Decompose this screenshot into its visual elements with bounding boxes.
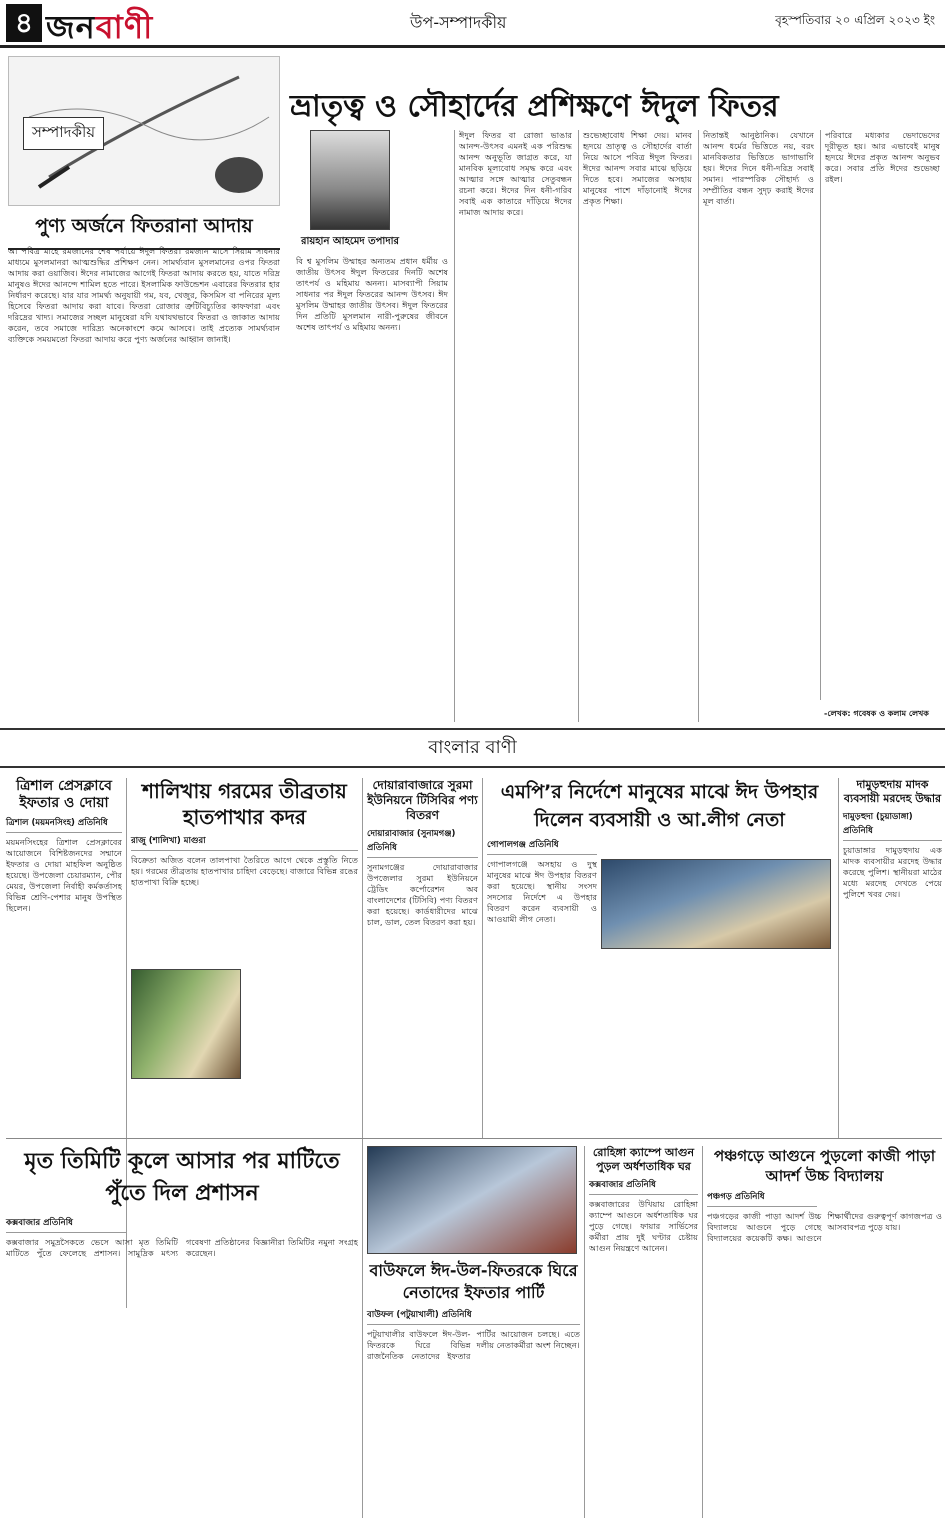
news-title: রোহিঙ্গা ক্যাম্পে আগুন পুড়ল অর্ধশতাধিক ঘর <box>592 1146 695 1173</box>
news-title: মৃত তিমিটি কূলে আসার পর মাটিতে পুঁতে দিল প্রশাসন <box>24 1149 340 1206</box>
news-body: চুয়াডাঙ্গার দামুড়হুদায় এক মাদক ব্যবসায়ীর মরদেহ উদ্ধার করেছে পুলিশ। স্থানীয়রা মাঠের মধ্যে মরদেহ দেখতে পেয়ে পুলিশে খবর দেয়। <box>843 845 942 899</box>
news-panchagarh <box>702 1146 942 1518</box>
feature-body-col5: পরিবারে মধ্যকার ভেদাভেদের দূরীভূত হয়। আর এভাবেই মানুষ হৃদয়ে ঈদের প্রকৃত আনন্দ অনুভব করে। সবার প্রতি ঈদের শুভেচ্ছা রইল। <box>820 130 940 700</box>
masthead-logo <box>46 2 153 56</box>
section-title: উপ-সম্পাদকীয় <box>410 13 507 32</box>
news-whale <box>6 1146 358 1518</box>
news-byline: গোপালগঞ্জ প্রতিনিধি <box>487 838 597 855</box>
news-title: বাউফলে ঈদ-উল-ফিতরকে ঘিরে নেতাদের ইফতার পার্টি <box>369 1261 578 1302</box>
feature-body-col3: শুভেচ্ছাবোধ শিক্ষা দেয়। মানব হৃদয়ে ভ্রাতৃত্ব ও সৌহার্দের বার্তা নিয়ে আসে পবিত্র ঈদুল ফিতর। ঈদের আনন্দ সবার মাঝে ছড়িয়ে দিতে হবে। সমাজের অসহায় মানুষের পাশে দাঁড়ানোই ঈদের প্রকৃত শিক্ষা। <box>578 130 692 722</box>
feature-signature: -লেখক: গবেষক ও কলাম লেখক <box>824 709 929 718</box>
page-number: ৪ <box>6 4 42 42</box>
news-byline: পঞ্চগড় প্রতিনিধি <box>707 1190 817 1207</box>
news-gopalganj <box>482 778 832 1138</box>
editorial-illustration <box>8 56 280 206</box>
news-byline: কক্সবাজার প্রতিনিধি <box>589 1178 698 1195</box>
feature-body-col4: নিতান্তই আনুষ্ঠানিক। যেখানে আনন্দ ধর্মের ভিত্তিতে নয়, বরং মানবিকতার ভিত্তিতে ভাগাভাগি হয়। ঈদের দিনে ধনী-দরিদ্র সবাই সমান। পারস্পরিক সৌহার্দ্য ও সম্প্রীতির বন্ধন সুদৃঢ় করাই ঈদের মূল বার্তা। <box>698 130 814 722</box>
news-body: পঞ্চগড়ের কাজী পাড়া আদর্শ উচ্চ বিদ্যালয়ে আগুনে পুড়ে গেছে বিদ্যালয়ের কয়েকটি কক্ষ। আগুনে শিক্ষার্থীদের গুরুত্বপূর্ণ কাগজপত্র ও আসবাবপত্র পুড়ে যায়। <box>707 1211 942 1243</box>
feature-body-col2: ঈদুল ফিতর বা রোজা ভাঙার আনন্দ-উৎসব এমনই এক পরিশুদ্ধ আনন্দ অনুভূতি জাগ্রত করে, যা মানবিক মূল্যবোধ সমৃদ্ধ করে এবং আত্মার সঙ্গে আত্মার সেতুবন্ধন রচনা করে। ঈদের দিন ধনী-গরিব সবাই এক কাতারে দাঁড়িয়ে ঈদের নামাজ আদায় করে। <box>454 130 572 722</box>
page-header <box>0 0 945 48</box>
news-photo <box>367 1146 577 1254</box>
news-title: দামুড়হুদায় মাদক ব্যবসায়ী মরদেহ উদ্ধার <box>843 778 942 805</box>
editorial-body: আ পবিত্র মাহে রমজানের শেষ পর্যায়ে ঈদুল ফিতর। রমজান মাসে সিয়াম সাধনার মাধ্যমে মুসলমানরা আত্মশুদ্ধির প্রশিক্ষণ নেন। সামর্থ্যবান মুসলমানের ওপর ফিতরা আদায় করা ওয়াজিব। ঈদের নামাজের আগেই ফিতরা আদায় করতে হয়, যাতে দরিদ্র মানুষও ঈদের আনন্দে শামিল হতে পারে। ইসলামিক ফাউন্ডেশন এবারের ফিতরার হার নির্ধারণ করেছে। যার যার সামর্থ্য অনুযায়ী গম, যব, খেজুর, কিসমিস বা পনিরের মূল্য হিসেবে ফিতরা আদায় করা যাবে। ফিতরা রোজার ত্রুটিবিচ্যুতির কাফফারা এবং দরিদ্রের খাদ্য। সমাজের সচ্ছল মানুষেরা যদি যথাযথভাবে ফিতরা ও জাকাত আদায় করেন, তবে সমাজে দারিদ্র্য অনেকাংশে কমে আসবে। তাই প্রত্যেক সামর্থ্যবান ব্যক্তিকে সময়মতো ফিতরা আদায় করে পুণ্য অর্জনের আহ্বান জানাই। <box>8 246 280 344</box>
news-body: ময়মনসিংহের ত্রিশাল প্রেসক্লাবের আয়োজনে বিশিষ্টজনদের সম্মানে ইফতার ও দোয়া মাহফিল অনুষ্ঠিত হয়েছে। উপজেলা চেয়ারম্যান, পৌর মেয়র, উপজেলা নির্বাহী কর্মকর্তাসহ বিভিন্ন শ্রেণি-পেশার মানুষ উপস্থিত ছিলেন। <box>6 837 122 913</box>
news-damurhuda <box>838 778 942 1138</box>
news-byline: বাউফল (পটুয়াখালী) প্রতিনিধি <box>367 1308 580 1325</box>
news-body: গোপালগঞ্জে অসহায় ও দুস্থ মানুষের মাঝে ঈদ উপহার বিতরণ করা হয়েছে। স্থানীয় সংসদ সদস্যের নির্দেশে এ উপহার বিতরণ করেন ব্যবসায়ী ও আওয়ামী লীগ নেতা। <box>487 859 597 924</box>
feature-title: ভ্রাতৃত্ব ও সৌহার্দের প্রশিক্ষণে ঈদুল ফিতর <box>290 89 779 124</box>
logo-part-a: জন <box>46 8 96 46</box>
news-byline: ত্রিশাল (ময়মনসিংহ) প্রতিনিধি <box>6 816 122 833</box>
news-title: এমপি’র নির্দেশে মানুষের মাঝে ঈদ উপহার দিলেন ব্যবসায়ী ও আ.লীগ নেতা <box>500 781 819 831</box>
hrule-row2 <box>6 1138 942 1139</box>
news-photo <box>131 969 241 1079</box>
news-photo <box>601 859 831 949</box>
news-body: সুনামগঞ্জের দোয়ারাবাজার উপজেলার সুরমা ইউনিয়নে ট্রেডিং কর্পোরেশন অব বাংলাদেশের (টিসিবি) পণ্য বিতরণ করা হয়েছে। কার্ডধারীদের মাঝে চাল, ডাল, তেল বিতরণ করা হয়। <box>367 862 478 927</box>
news-body: কক্সবাজার সমুদ্রসৈকতে ভেসে আসা মৃত তিমিটি মাটিতে পুঁতে ফেলেছে প্রশাসন। সামুদ্রিক মৎস্য গবেষণা প্রতিষ্ঠানের বিজ্ঞানীরা তিমিটির নমুনা সংগ্রহ করেছেন। <box>6 1237 358 1258</box>
news-body: বিক্রেতা অজিত বলেন তালপাখা তৈরিতে আগে থেকে প্রস্তুতি নিতে হয়। গরমের তীব্রতায় হাতপাখার চাহিদা বেড়েছে। বাজারে বিভিন্ন রঙের হাতপাখা বিক্রি হচ্ছে। <box>131 855 358 887</box>
issue-date: বৃহস্পতিবার ২০ এপ্রিল ২০২৩ ইং <box>775 13 935 27</box>
news-byline: দোয়ারাবাজার (সুনামগঞ্জ) প্রতিনিধি <box>367 827 478 858</box>
news-byline: রাজু (শালিখা) মাগুরা <box>131 834 358 851</box>
news-byline: কক্সবাজার প্রতিনিধি <box>6 1216 126 1233</box>
news-body: পটুয়াখালীর বাউফলে ঈদ-উল-ফিতরকে ঘিরে বিভিন্ন রাজনৈতিক নেতাদের ইফতার পার্টির আয়োজন চলছে। এতে দলীয় নেতাকর্মীরা অংশ নিচ্ছেন। <box>367 1329 580 1361</box>
news-title: পঞ্চগড়ে আগুনে পুড়লো কাজী পাড়া আদর্শ উচ্চ বিদ্যালয় <box>713 1147 936 1185</box>
news-body: কক্সবাজারের উখিয়ায় রোহিঙ্গা ক্যাম্পে আগুনে অর্ধশতাধিক ঘর পুড়ে গেছে। ফায়ার সার্ভিসের কর্মীরা প্রায় দুই ঘণ্টার চেষ্টায় আগুন নিয়ন্ত্রণে আনেন। <box>589 1199 698 1253</box>
editorial-title: পুণ্য অর্জনে ফিতরানা আদায় <box>8 212 280 250</box>
author-photo <box>310 130 390 230</box>
news-title: ত্রিশাল প্রেসক্লাবে ইফতার ও দোয়া <box>16 778 112 811</box>
author-name: রায়হান আহমেদ তপাদার <box>301 236 399 247</box>
news-title: দোয়ারাবাজারে সুরমা ইউনিয়নে টিসিবির পণ্য বিতরণ <box>367 778 478 822</box>
feature-body-col1: বি শ্ব মুসলিম উম্মাহর অন্যতম প্রধান ধর্মীয় ও জাতীয় উৎসব ঈদুল ফিতরের দিনটি অশেষ তাৎপর্য ও মহিমায় অনন্য। মাসব্যাপী সিয়াম সাধনার পর ঈদুল ফিতরের আনন্দ উৎসব। ঈদ মুসলিম উম্মাহর জাতীয় উৎসব। ঈদুল ফিতরের দিন প্রতিটি মুসলমান নারী-পুরুষের জীবনে অশেষ তাৎপর্য ও মহিমায় অনন্য। <box>296 256 448 332</box>
news-byline: দামুড়হুদা (চুয়াডাঙ্গা) প্রতিনিধি <box>843 810 942 841</box>
logo-part-b: বাণী <box>95 8 154 46</box>
section-banner: বাংলার বাণী <box>0 728 945 768</box>
news-bauphal <box>362 1146 580 1518</box>
editorial-tag: সম্পাদকীয় <box>23 117 104 150</box>
news-title: শালিখায় গরমের তীব্রতায় হাতপাখার কদর <box>142 779 347 829</box>
news-rohingya <box>584 1146 698 1518</box>
